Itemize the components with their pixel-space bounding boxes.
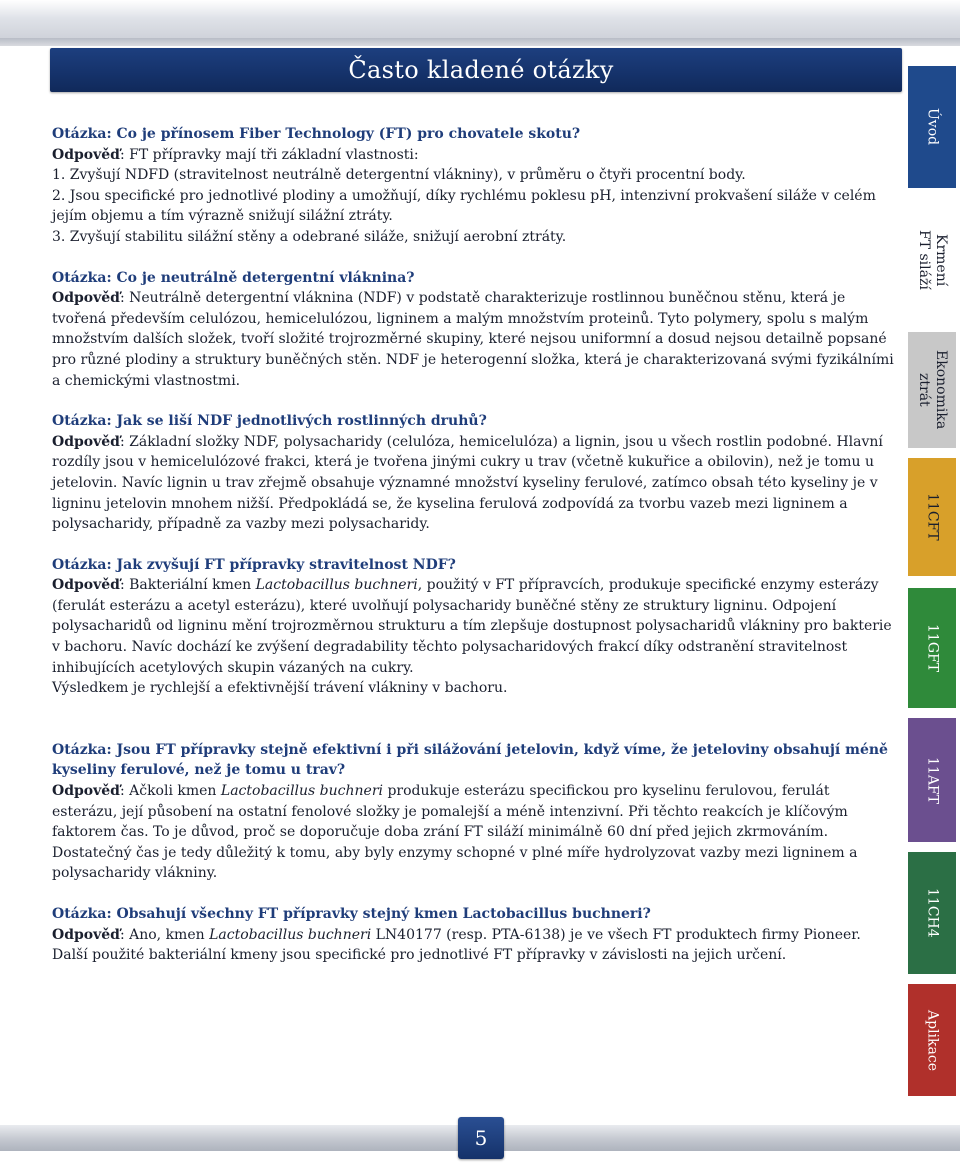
faq-answer: Odpověď: Neutrálně detergentní vláknina (NDF) v podstatě charakterizuje rostlinnou buněčnou stěnu, která je tvořená především celulózou, hemicelulózou, ligninem a malým množstvím proteinů. Tyto polymery, spolu s malým množstvím dalších složek, tvoří složité trojrozměrné skupiny, které nejsou uniformní a dosud nejsou detailně popsané pro různé plodiny a struktury buněčných stěn. NDF je heterogenní složka, která je charakterizovaná svými fyzikálními a chemickými vlastnostmi. bbox=[52, 290, 894, 389]
answer-label: Odpověď bbox=[52, 926, 120, 943]
tab-label: Úvod bbox=[924, 108, 941, 146]
tab-label: Ekonomika ztrát bbox=[916, 350, 949, 430]
answer-label: Odpověď bbox=[52, 290, 120, 307]
page-number: 5 bbox=[474, 1126, 488, 1150]
faq-item bbox=[52, 740, 898, 884]
tab-label: 11GFT bbox=[924, 623, 941, 673]
faq-question: Otázka: Jsou FT přípravky stejně efektivní i při silážování jetelovin, když víme, že jeteloviny obsahují méně kyseliny ferulové, než je tomu u trav? bbox=[52, 741, 888, 779]
tab-uvod[interactable] bbox=[908, 66, 956, 188]
tab-11ch4[interactable] bbox=[908, 852, 956, 974]
tab-11gft[interactable] bbox=[908, 588, 956, 708]
tab-11cft[interactable] bbox=[908, 458, 956, 576]
faq-item bbox=[52, 268, 898, 392]
faq-answer-result: Výsledkem je rychlejší a efektivnější trávení vlákniny v bachoru. bbox=[52, 680, 508, 697]
answer-label: Odpověď bbox=[52, 783, 120, 800]
faq-answer: Odpověď: Ačkoli kmen Lactobacillus buchneri produkuje esterázu specifickou pro kyselinu ferulovou, ferulát esterázu, její působení na ostatní fenolové složky je pomalejší a méně intenzivní. Při těchto reakcích je klíčovým faktorem čas. To je důvod, proč se doporučuje doba zrání FT siláží minimálně 60 dní před jejich zkrmováním. Dostatečný čas je tedy důležitý k tomu, aby byly enzymy schopné v plné míře hydrolyzovat vazby mezi ligninem a polysacharidy vlákniny. bbox=[52, 783, 858, 882]
tab-label: 11CFT bbox=[924, 493, 941, 541]
tab-label: Aplikace bbox=[924, 1009, 941, 1071]
tab-label: Krmení FT siláží bbox=[916, 230, 949, 290]
faq-item bbox=[52, 904, 898, 966]
faq-answer: Odpověď: Ano, kmen Lactobacillus buchneri LN40177 (resp. PTA-6138) je ve všech FT produktech firmy Pioneer. Další použité bakteriální kmeny jsou specifické pro jednotlivé FT přípravky v závislosti na jejich určení. bbox=[52, 926, 861, 964]
species-name: Lactobacillus buchneri bbox=[209, 926, 372, 943]
page-title-bar bbox=[50, 48, 902, 92]
faq-item bbox=[52, 555, 898, 699]
species-name: Lactobacillus buchneri bbox=[220, 783, 383, 800]
answer-label: Odpověď bbox=[52, 433, 120, 450]
answer-label: Odpověď bbox=[52, 577, 120, 594]
answer-label: Odpověď bbox=[52, 146, 120, 163]
faq-item bbox=[52, 411, 898, 535]
faq-question: Otázka: Co je přínosem Fiber Technology (FT) pro chovatele skotu? bbox=[52, 126, 581, 142]
faq-question: Otázka: Jak zvyšují FT přípravky stravitelnost NDF? bbox=[52, 556, 456, 573]
faq-item bbox=[52, 124, 898, 248]
faq-answer: Odpověď: FT přípravky mají tři základní vlastnosti: bbox=[52, 146, 419, 163]
species-name: Lactobacillus buchneri bbox=[255, 577, 418, 594]
tab-label: 11CH4 bbox=[924, 888, 941, 938]
tab-label: 11AFT bbox=[924, 756, 941, 804]
tab-aplikace[interactable] bbox=[908, 984, 956, 1096]
faq-answer: Odpověď: Bakteriální kmen Lactobacillus buchneri, použitý v FT přípravcích, produkuje specifické enzymy esterázy (ferulát esterázu a acetyl esterázu), které uvolňují polysacharidy buněčné stěny ze struktury ligninu. Odpojení polysacharidů od ligninu mění trojrozměrnou strukturu a tím zlepšuje dostupnost polysacharidů vlákniny pro bakterie v bachoru. Navíc dochází ke zvýšení degradability těchto polysacharidových frakcí díky odstranění stravitelnost inhibujících acetylových skupin vázaných na cukry. bbox=[52, 577, 892, 676]
faq-answer-point: 3. Zvyšují stabilitu silážní stěny a odebrané siláže, snižují aerobní ztráty. bbox=[52, 228, 567, 245]
top-decorative-band bbox=[0, 0, 960, 46]
faq-answer-point: 2. Jsou specifické pro jednotlivé plodiny a umožňují, díky rychlému poklesu pH, intenzivní prokvašení siláže v celém jejím objemu a tím výrazně snižují silážní ztráty. bbox=[52, 187, 876, 225]
faq-answer: Odpověď: Základní složky NDF, polysacharidy (celulóza, hemicelulóza) a lignin, jsou u všech rostlin podobné. Hlavní rozdíly jsou v hemicelulózové frakci, která je tvořena jinými cukry u trav (včetně kukuřice a obilovin), než je tomu u jetelovin. Navíc lignin u trav zřejmě obsahuje významné množství kyseliny ferulové, zatímco obsah této kyseliny je v ligninu jetelovin mnohem nižší. Předpokládá se, že kyselina ferulová zodpovídá za tvorbu vazeb mezi ligninem a polysacharidy, případně za vazby mezi polysacharidy. bbox=[52, 433, 883, 533]
tab-11aft[interactable] bbox=[908, 718, 956, 842]
tab-ekonomika-ztrat[interactable] bbox=[908, 332, 956, 448]
faq-question: Otázka: Co je neutrálně detergentní vláknina? bbox=[52, 269, 415, 286]
faq-question: Otázka: Jak se liší NDF jednotlivých rostlinných druhů? bbox=[52, 413, 487, 430]
page-footer bbox=[0, 1115, 960, 1163]
page-number-badge bbox=[458, 1117, 504, 1159]
faq-content bbox=[52, 124, 898, 966]
tab-krmeni-ft-silazi[interactable] bbox=[908, 198, 956, 322]
faq-question: Otázka: Obsahují všechny FT přípravky stejný kmen Lactobacillus buchneri? bbox=[52, 906, 651, 922]
page-title: Často kladené otázky bbox=[348, 56, 614, 84]
faq-answer-point: 1. Zvyšují NDFD (stravitelnost neutrálně detergentní vlákniny), v průměru o čtyři procentní body. bbox=[52, 167, 746, 184]
